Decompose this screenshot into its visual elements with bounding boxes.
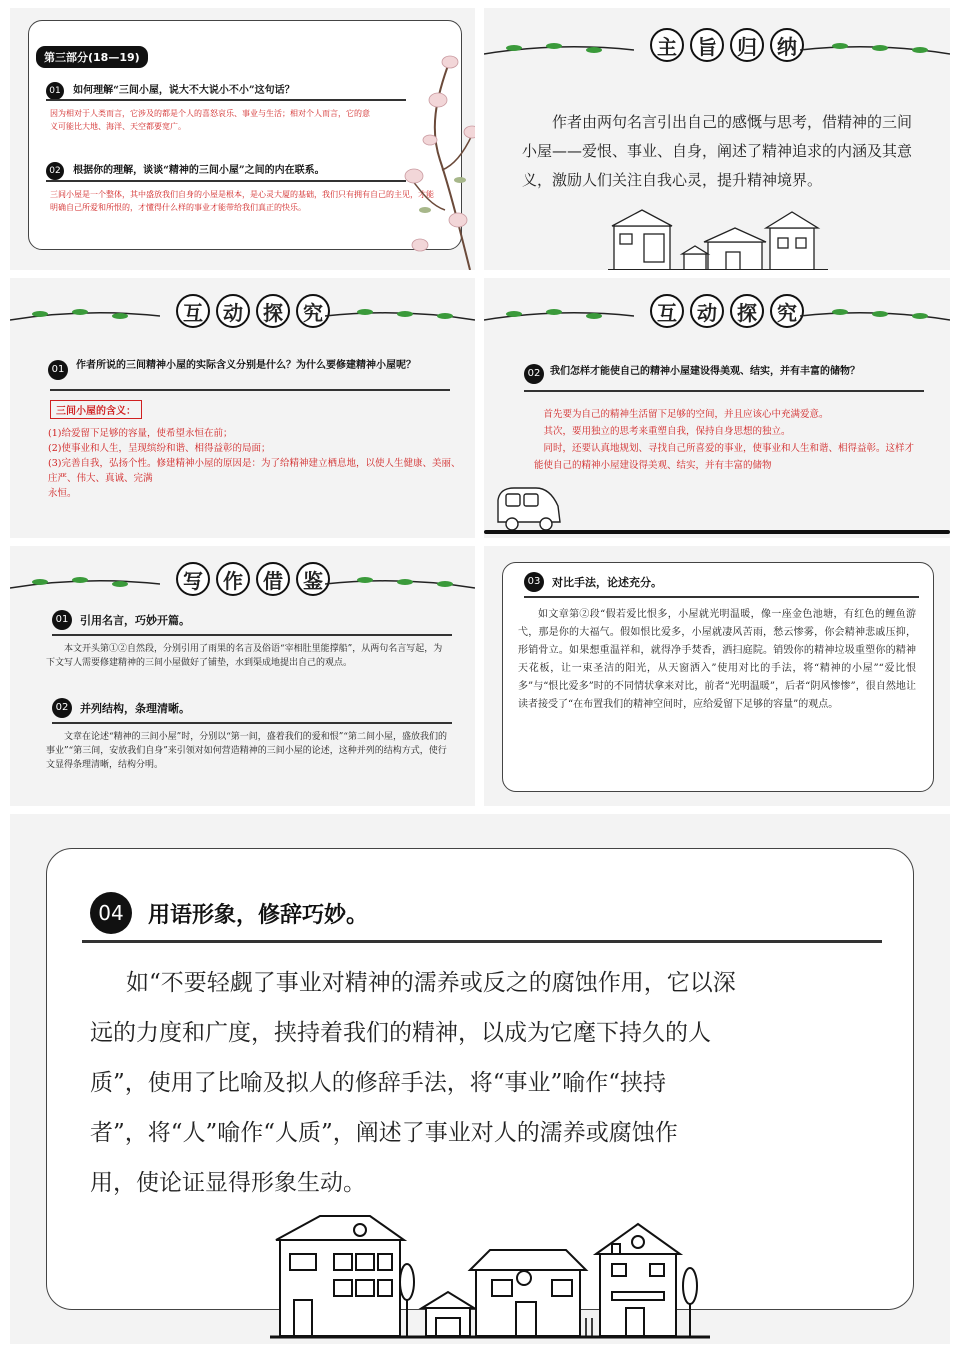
body-line: 用，使论证显得形象生动。 [90,1170,366,1196]
inquiry-heading [650,294,804,328]
town-houses-illustration [270,1210,710,1340]
heading-char: 究 [770,294,804,328]
contrast-title: 对比手法，论述充分。 [552,576,662,589]
main-idea-heading [650,28,804,62]
meaning-list [48,426,463,501]
body-line: 者”，将“人”喻作“人质”，阐述了事业对人的濡养或腐蚀作 [90,1120,678,1146]
question-underline [524,390,924,392]
vine-right-decoration [325,306,475,326]
question-1-underline [46,99,406,101]
vine-left-decoration [484,306,634,326]
heading-char: 借 [256,562,290,596]
number-badge-02: 02 [52,698,72,718]
heading-char: 互 [176,294,210,328]
number-badge-03: 03 [524,572,544,592]
number-badge-04: 04 [90,892,132,934]
figurative-underline [82,940,882,943]
answer-line: 同时，还要认真地规划、寻找自己所喜爱的事业，使事业和人生和谐、相得益彰。这样才能使自己的精神小屋建设得美观、结实，并有丰富的储物 [534,443,915,471]
question-2-underline [46,180,406,182]
magnolia-branch-illustration [400,40,475,270]
answer-line: 首先要为自己的精神生活留下足够的空间，并且应该心中充满爱意。 [543,409,829,420]
point-2-body: 文章在论述“精神的三间小屋”时，分别以“第一间，盛着我们的爱和恨”“第二间小屋，盛放我们的事业”“第三间，安放我们自身”来引领对如何营造精神的三间小屋的论述，这种并列的结构方式，使行文显得条理清晰，结构分明。 [46,732,448,770]
body-line: 质”，使用了比喻及拟人的修辞手法，将“事业”喻作“挟持 [90,1070,667,1096]
number-badge-02: 02 [46,162,64,180]
heading-char: 互 [650,294,684,328]
slide-writing-reference [10,546,475,806]
answer-2: 三间小屋是一个整体，其中盛放我们自身的小屋是根本，是心灵大厦的基础，我们只有拥有自己的主见，才能明确自己所爱和所恨的，才懂得什么样的事业才能带给我们真正的快乐。 [50,190,434,212]
slide-part-three [10,8,475,270]
vine-left-decoration [484,40,634,60]
vine-right-decoration [800,40,950,60]
heading-char: 鉴 [296,562,330,596]
main-idea-body: 作者由两句名言引出自己的感慨与思考，借精神的三间小屋——爱恨、事业、自身，阐述了精神追求的内涵及其意义，激励人们关注自我心灵，提升精神境界。 [522,113,913,189]
figurative-title: 用语形象，修辞巧妙。 [148,902,369,928]
heading-char: 探 [730,294,764,328]
meaning-line: 永恒。 [48,488,77,499]
writing-heading [176,562,330,596]
heading-char: 作 [216,562,250,596]
figurative-body [90,958,890,1208]
heading-char: 探 [256,294,290,328]
slide-interactive-inquiry-2 [484,278,950,538]
heading-char: 动 [216,294,250,328]
question-2-text: 根据你的理解，谈谈“精神的三间小屋”之间的内在联系。 [73,165,325,176]
contrast-body: 如文章第②段“假若爱比恨多，小屋就光明温暖，像一座金色池塘，有红色的鲤鱼游弋，那是你的大福气。假如恨比爱多，小屋就凄风苦雨，愁云惨雾，你会精神悲戚压抑，形销骨立。如果想重温祥和，就得净手焚香，洒扫庭院。销毁你的精神垃圾重塑你的精神天花板，让一束圣洁的阳光，从天窗洒入”使用对比的手法，将“精神的小屋”“爱比恨多”与“恨比爱多”时的不同情状拿来对比，前者“光明温暖”，后者“阴风惨惨”，很自然地让读者接受了“在布置我们的精神空间时，应给爱留下足够的容量”的观点。 [518,609,916,710]
houses-illustration [608,206,828,270]
answer-line: 其次，要用独立的思考来重塑自我，保持自身思想的独立。 [543,426,791,437]
body-line: 如“不要轻觑了事业对精神的濡养或反之的腐蚀作用，它以深 [126,970,736,996]
heading-char: 究 [296,294,330,328]
answer-list [534,406,914,474]
vine-right-decoration [800,306,950,326]
point-1-body: 本文开头第①②自然段，分别引用了雨果的名言及俗语“宰相肚里能撑船”，从两句名言写起，为下文写人需要修建精神的三间小屋做好了铺垫，水到渠成地提出自己的观点。 [46,644,443,668]
slide-figurative-language [10,814,950,1344]
number-badge-01: 01 [48,360,68,380]
inquiry-question-2: 我们怎样才能使自己的精神小屋建设得美观、结实，并有丰富的储物？ [550,366,860,377]
question-1-row [46,78,426,100]
question-2-row [46,158,426,180]
vine-left-decoration [10,574,160,594]
vine-left-decoration [10,306,160,326]
inquiry-question-1: 作者所说的三间精神小屋的实际含义分别是什么？为什么要修建精神小屋呢？ [76,360,416,371]
slide-contrast-technique [484,546,950,806]
part-tag: 第三部分(18—19) [36,46,148,68]
heading-char: 旨 [690,28,724,62]
meaning-line: (1)给爱留下足够的容量，使希望永恒在前； [48,428,233,439]
slide-interactive-inquiry-1 [10,278,475,538]
meaning-line: (3)完善自我，弘扬个性。修建精神小屋的原因是：为了给精神建立栖息地，以使人生健康、美丽、庄严、伟大、真诚、完满 [48,458,461,484]
number-badge-01: 01 [46,82,64,100]
heading-char: 写 [176,562,210,596]
slide-main-idea [484,8,950,270]
point-1-title: 引用名言，巧妙开篇。 [80,614,190,627]
car-illustration [494,482,564,532]
point-2-title: 并列结构，条理清晰。 [80,702,190,715]
point-2-underline [52,722,452,724]
heading-char: 纳 [770,28,804,62]
heading-char: 归 [730,28,764,62]
point-1-underline [52,634,452,636]
heading-char: 主 [650,28,684,62]
body-line: 远的力度和广度，挟持着我们的精神，以成为它麾下持久的人 [90,1020,711,1046]
vine-right-decoration [325,574,475,594]
heading-char: 动 [690,294,724,328]
question-1-text: 如何理解“三间小屋，说大不大说小不小”这句话？ [73,85,295,96]
meaning-label: 三间小屋的含义： [50,400,142,419]
meaning-line: (2)使事业和人生，呈现缤纷和谐、相得益彰的局面； [48,443,271,454]
ground-line [484,530,950,534]
contrast-underline [524,596,919,598]
inquiry-heading [176,294,330,328]
question-underline [50,389,450,391]
number-badge-01: 01 [52,610,72,630]
number-badge-02: 02 [524,364,544,384]
answer-1: 因为相对于人类而言，它涉及的都是个人的喜怒哀乐、事业与生活；相对个人而言，它的意义可能比大地、海洋、天空都要宽广。 [50,109,370,131]
